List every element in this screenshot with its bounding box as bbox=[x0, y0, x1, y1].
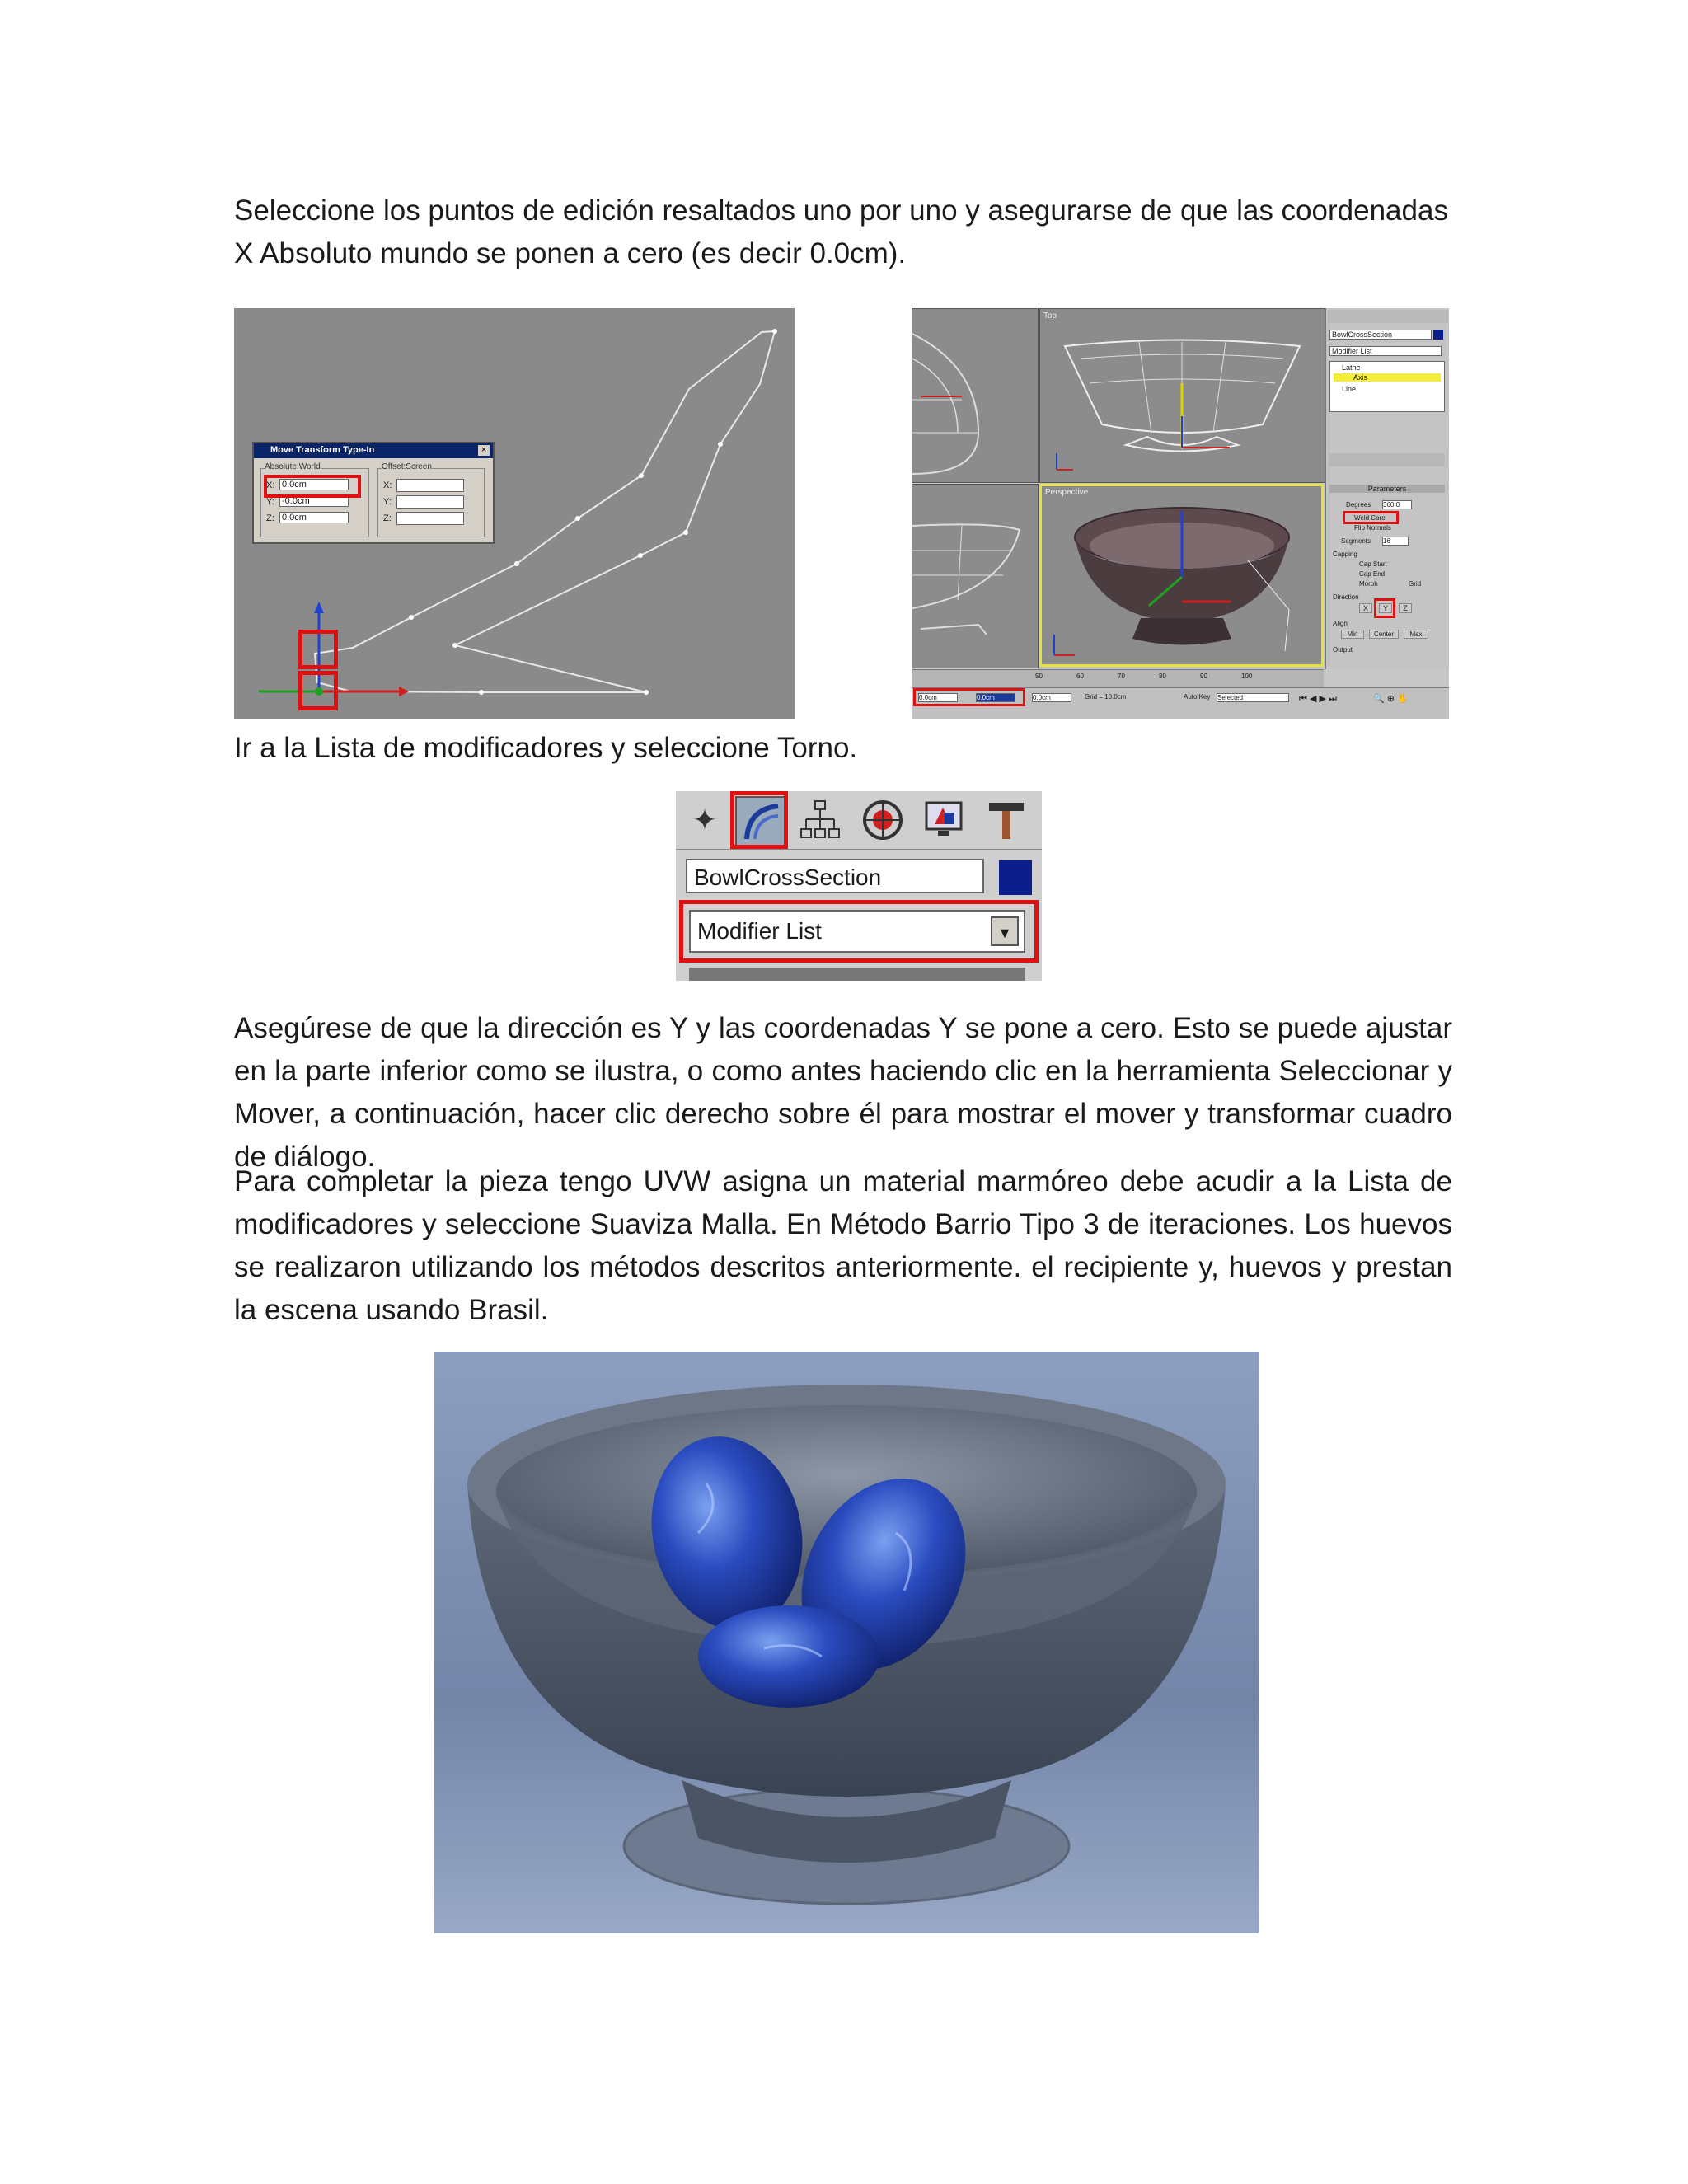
close-icon[interactable]: × bbox=[478, 445, 490, 456]
capping-label: Capping bbox=[1333, 551, 1357, 558]
coord-z-field[interactable]: 0.0cm bbox=[1032, 693, 1071, 702]
direction-label: Direction bbox=[1333, 593, 1359, 601]
bowl-wireframe-top bbox=[1040, 309, 1325, 482]
cap-end-checkbox[interactable]: Cap End bbox=[1359, 570, 1386, 578]
align-min-button[interactable]: Min bbox=[1341, 630, 1364, 639]
bowl-render-illustration bbox=[434, 1352, 1259, 1933]
move-transform-dialog bbox=[252, 442, 495, 544]
highlight-box-coords bbox=[913, 688, 1025, 706]
timeline-ruler bbox=[912, 669, 1324, 688]
offset-z-field[interactable] bbox=[396, 512, 464, 525]
panel-name-color-swatch[interactable] bbox=[1433, 330, 1443, 340]
bowl-wireframe-left bbox=[912, 309, 1038, 482]
z-label: Z: bbox=[266, 513, 274, 523]
figure-modifier-list bbox=[676, 791, 1042, 981]
dialog-title: Move Transform Type-In bbox=[270, 445, 375, 455]
ruler-tick-100: 100 bbox=[1241, 673, 1253, 680]
highlight-box-pivot-top bbox=[298, 630, 338, 669]
align-max-button[interactable]: Max bbox=[1404, 630, 1428, 639]
viewport-perspective-label: Perspective bbox=[1045, 488, 1089, 497]
direction-y-button[interactable]: Y bbox=[1379, 603, 1392, 613]
offset-y-label: Y: bbox=[383, 497, 392, 507]
align-center-button[interactable]: Center bbox=[1369, 630, 1399, 639]
panel-tab-row bbox=[1328, 310, 1448, 323]
viewport-top-left bbox=[912, 308, 1039, 483]
highlight-box-modify-tab bbox=[730, 791, 788, 849]
display-tab-icon[interactable] bbox=[920, 796, 968, 844]
morph-radio[interactable]: Morph bbox=[1359, 580, 1378, 588]
y-field[interactable]: -0.0cm bbox=[279, 495, 349, 507]
playback-controls[interactable]: ⏮ ◀ ▶ ⏭ bbox=[1299, 694, 1337, 704]
rollout-parameters[interactable]: Parameters bbox=[1329, 485, 1445, 493]
offset-z-label: Z: bbox=[383, 513, 392, 523]
object-color-swatch[interactable] bbox=[999, 860, 1032, 895]
highlight-box-weld-core bbox=[1343, 511, 1399, 524]
direction-x-button[interactable]: X bbox=[1359, 603, 1372, 613]
grid-radio[interactable]: Grid bbox=[1409, 580, 1422, 588]
group-offset-label: Offset:Screen bbox=[382, 462, 432, 471]
paragraph-material: Para completar la pieza tengo UVW asigna un material marmóreo debe acudir a la Lista de modificadores y seleccione Suaviza Malla. En Método Barrio Tipo 3 de iteraciones. Los huevos se realizaron utilizando los métodos descritos anteriormente. el recipiente y, huevos y prestan la escena usando Brasil. bbox=[234, 1165, 1452, 1326]
panel-modifier-list[interactable]: Modifier List bbox=[1329, 346, 1442, 356]
offset-x-field[interactable] bbox=[396, 479, 464, 492]
ruler-tick-60: 60 bbox=[1076, 673, 1084, 680]
group-world-label: Absolute:World bbox=[265, 462, 321, 471]
stack-item-axis[interactable]: Axis bbox=[1334, 373, 1441, 382]
modifier-stack-partial bbox=[689, 968, 1025, 981]
viewport-bottom-left bbox=[912, 484, 1039, 668]
paragraph-lathe-instruction: Ir a la Lista de modificadores y seleccione Torno. bbox=[234, 732, 858, 764]
degrees-field[interactable]: 360.0 bbox=[1382, 500, 1412, 509]
create-tab-icon[interactable]: ✦ bbox=[692, 803, 718, 837]
ruler-tick-90: 90 bbox=[1200, 673, 1207, 680]
flip-normals-checkbox[interactable]: Flip Normals bbox=[1354, 524, 1391, 532]
grid-status: Grid = 10.0cm bbox=[1085, 693, 1127, 701]
degrees-label: Degrees bbox=[1346, 501, 1372, 509]
x-field[interactable]: 0.0cm bbox=[279, 479, 349, 490]
ruler-tick-80: 80 bbox=[1159, 673, 1166, 680]
weld-core-checkbox[interactable]: Weld Core bbox=[1354, 514, 1386, 522]
modifier-stack bbox=[1329, 361, 1445, 412]
auto-key-button[interactable]: Auto Key bbox=[1184, 693, 1211, 701]
cap-start-checkbox[interactable]: Cap Start bbox=[1359, 560, 1387, 568]
figure-lathe-viewports bbox=[912, 308, 1449, 719]
stack-item-line[interactable]: Line bbox=[1342, 385, 1357, 393]
object-name-field[interactable]: BowlCrossSection bbox=[686, 859, 984, 893]
direction-z-button[interactable]: Z bbox=[1399, 603, 1412, 613]
output-label: Output bbox=[1333, 646, 1353, 654]
coord-x-field[interactable]: 0.0cm bbox=[918, 693, 958, 702]
panel-divider-toolbar bbox=[1329, 453, 1445, 466]
command-panel bbox=[1325, 308, 1449, 669]
stack-item-lathe[interactable]: Lathe bbox=[1342, 363, 1361, 372]
selected-dropdown[interactable]: Selected bbox=[1217, 693, 1289, 702]
highlight-box-direction-y bbox=[1374, 598, 1395, 618]
viewport-top-label: Top bbox=[1043, 312, 1057, 321]
offset-x-label: X: bbox=[383, 480, 392, 490]
dialog-titlebar bbox=[254, 443, 493, 458]
y-label: Y: bbox=[266, 497, 274, 507]
panel-object-name[interactable]: BowlCrossSection bbox=[1329, 330, 1432, 340]
modifier-list-label: Modifier List bbox=[697, 918, 822, 944]
highlight-box-x-field bbox=[264, 475, 361, 498]
viewport-perspective bbox=[1039, 484, 1324, 667]
viewport-nav-icons[interactable]: 🔍 ⊕ ✋ bbox=[1373, 694, 1409, 704]
highlight-box-modifier-list bbox=[679, 900, 1039, 963]
bowl-wireframe-side bbox=[912, 485, 1038, 668]
ruler-tick-50: 50 bbox=[1035, 673, 1043, 680]
paragraph-direction: Asegúrese de que la dirección es Y y las coordenadas Y se pone a cero. Esto se puede ajustar en la parte inferior como se ilustra, o como antes haciendo clic en la herramienta Seleccionar y Mover, a continuación, hacer clic derecho sobre él para mostrar el mover y transformar cuadro de diálogo. bbox=[234, 1012, 1452, 1173]
utilities-tab-icon[interactable] bbox=[982, 796, 1030, 844]
egg-front bbox=[698, 1605, 879, 1708]
ruler-tick-70: 70 bbox=[1118, 673, 1125, 680]
viewport-top bbox=[1039, 308, 1325, 483]
group-offset-screen bbox=[377, 462, 485, 537]
chevron-down-icon[interactable]: ▼ bbox=[991, 916, 1019, 946]
highlight-box-pivot-bottom bbox=[298, 671, 338, 710]
motion-tab-icon[interactable] bbox=[859, 796, 907, 844]
segments-label: Segments bbox=[1341, 537, 1372, 545]
paragraph-intro: Seleccione los puntos de edición resaltados uno por uno y asegurarse de que las coordenadas X Absoluto mundo se ponen a cero (es decir 0.0cm). bbox=[234, 194, 1448, 269]
status-bar bbox=[912, 687, 1449, 719]
hierarchy-tab-icon[interactable] bbox=[796, 796, 844, 844]
figure-rendered-bowl bbox=[434, 1352, 1259, 1933]
figure-move-transform bbox=[234, 308, 795, 719]
command-panel-tabs bbox=[676, 791, 1042, 850]
segments-field[interactable]: 16 bbox=[1382, 537, 1409, 546]
z-field[interactable]: 0.0cm bbox=[279, 512, 349, 523]
align-label: Align bbox=[1333, 620, 1348, 627]
bowl-shaded-perspective bbox=[1042, 486, 1321, 664]
offset-y-field[interactable] bbox=[396, 495, 464, 509]
x-label: X: bbox=[266, 480, 275, 490]
coord-y-field[interactable]: 0.0cm bbox=[976, 693, 1015, 702]
